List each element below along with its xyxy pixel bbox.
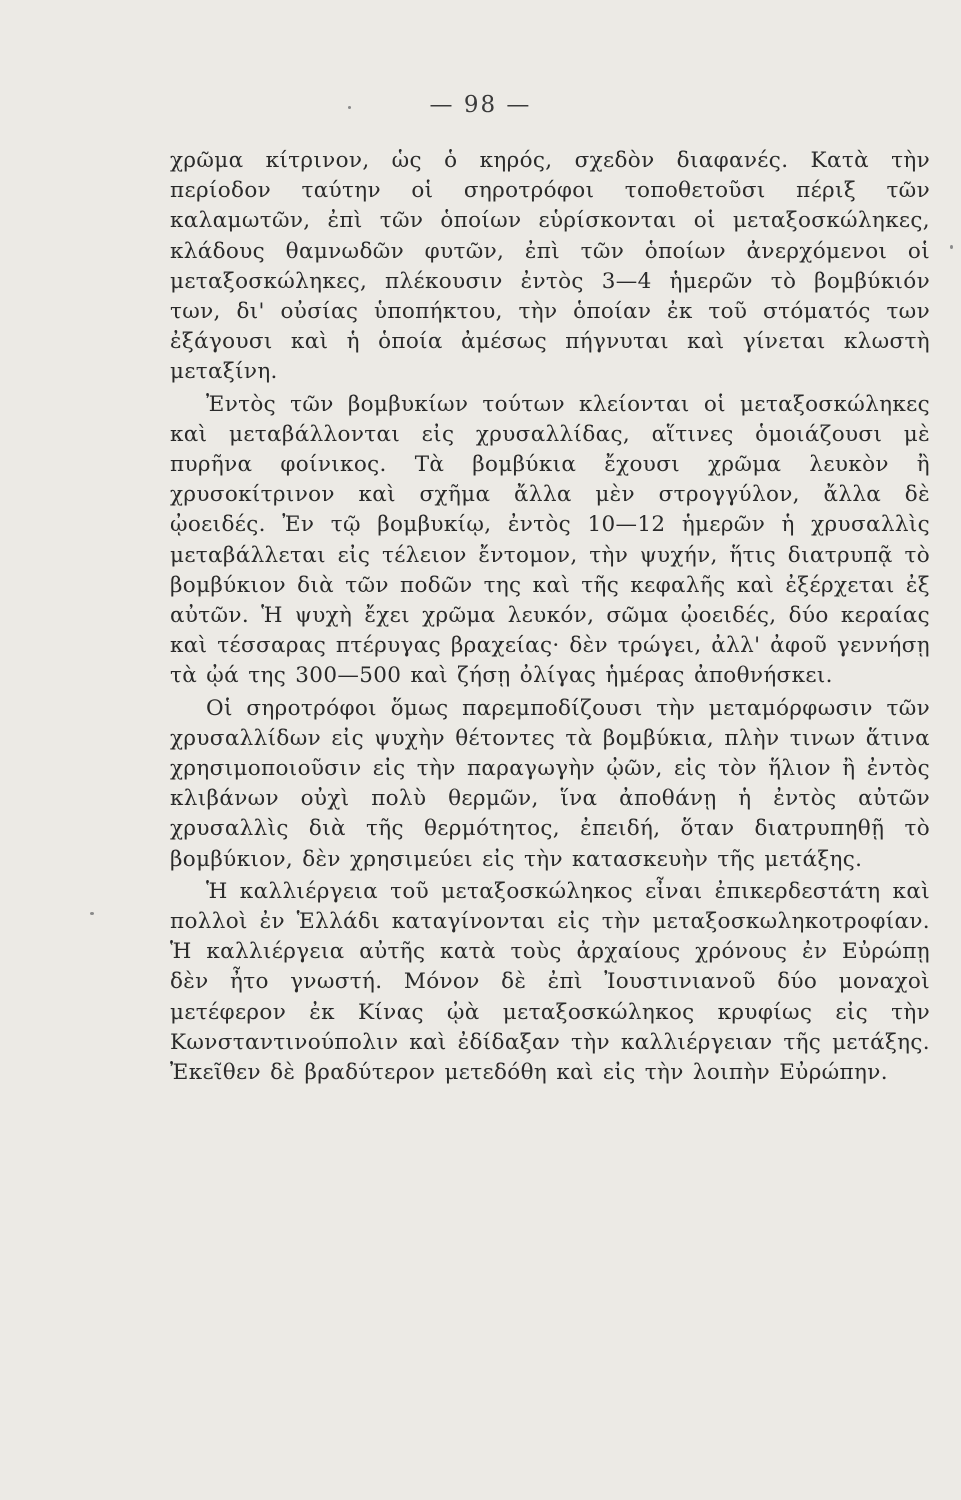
page-number: — 98 — — [429, 92, 532, 118]
body-text — [170, 146, 930, 1090]
paragraph-4: Ἡ καλλιέργεια τοῦ μεταξοσκώληκος εἶναι ἐπικερδεστάτη καὶ πολλοὶ ἐν Ἑλλάδι καταγίνονται εἰς τὴν μεταξοσκωληκοτροφίαν. Ἡ καλλιέργεια αὐτῆς κατὰ τοὺς ἀρχαίους χρόνους ἐν Εὐρώπῃ δὲν ἦτο γνωστή. Μόνον δὲ ἐπὶ Ἰουστινιανοῦ δύο μοναχοὶ μετέφερον ἐκ Κίνας ᾠὰ μεταξοσκώληκος κρυφίως εἰς τὴν Κωνσταντινούπολιν καὶ ἐδίδαξαν τὴν καλλιέργειαν τῆς μετάξης. Ἐκεῖθεν δὲ βραδύτερον μετεδόθη καὶ εἰς τὴν λοιπὴν Εὐρώπην. — [170, 878, 930, 1086]
paragraph-2: Ἐντὸς τῶν βομβυκίων τούτων κλείονται οἱ μεταξοσκώληκες καὶ μεταβάλλονται εἰς χρυσαλλίδας, αἵτινες ὁμοιάζουσι μὲ πυρῆνα φοίνικος. Τὰ βομβύκια ἔχουσι χρῶμα λευκὸν ἢ χρυσοκίτρινον καὶ σχῆμα ἄλλα μὲν στρογγύλον, ἄλλα δὲ ᾠοειδές. Ἐν τῷ βομβυκίῳ, ἐντὸς 10—12 ἡμερῶν ἡ χρυσαλλὶς μεταβάλλεται εἰς τέλειον ἔντομον, τὴν ψυχήν, ἥτις διατρυπᾷ τὸ βομβύκιον διὰ τῶν ποδῶν της καὶ τῆς κεφαλῆς καὶ ἐξέρχεται ἐξ αὐτῶν. Ἡ ψυχὴ ἔχει χρῶμα λευκόν, σῶμα ᾠοειδές, δύο κεραίας καὶ τέσσαρας πτέρυγας βραχείας· δὲν τρώγει, ἀλλ' ἀφοῦ γεννήσῃ τὰ ᾠά της 300—500 καὶ ζήσῃ ὀλίγας ἡμέρας ἀποθνήσκει. — [170, 391, 930, 689]
scan-speck — [950, 245, 953, 249]
paragraph-1: χρῶμα κίτρινον, ὡς ὁ κηρός, σχεδὸν διαφανές. Κατὰ τὴν περίοδον ταύτην οἱ σηροτρόφοι τοποθετοῦσι πέριξ τῶν καλαμωτῶν, ἐπὶ τῶν ὁποίων εὑρίσκονται οἱ μεταξοσκώληκες, κλάδους θαμνωδῶν φυτῶν, ἐπὶ τῶν ὁποίων ἀνερχόμενοι οἱ μεταξοσκώληκες, πλέκουσιν ἐντὸς 3—4 ἡμερῶν τὸ βομβύκιόν των, δι' οὐσίας ὑποπήκτου, τὴν ὁποίαν ἐκ τοῦ στόματός των ἐξάγουσι καὶ ἡ ὁποία ἀμέσως πήγνυται καὶ γίνεται κλωστὴ μεταξίνη. — [170, 148, 930, 385]
scan-speck — [90, 912, 94, 915]
scan-speck — [348, 106, 351, 109]
paragraph-3: Οἱ σηροτρόφοι ὅμως παρεμποδίζουσι τὴν μεταμόρφωσιν τῶν χρυσαλλίδων εἰς ψυχὴν θέτοντες τὰ βομβύκια, πλὴν τινων ἅτινα χρησιμοποιοῦσιν εἰς τὴν παραγωγὴν ᾠῶν, εἰς τὸν ἥλιον ἢ ἐντὸς κλιβάνων οὐχὶ πολὺ θερμῶν, ἵνα ἀποθάνῃ ἡ ἐντὸς αὐτῶν χρυσαλλὶς διὰ τῆς θερμότητος, ἐπειδή, ὅταν διατρυπηθῇ τὸ βομβύκιον, δὲν χρησιμεύει εἰς τὴν κατασκευὴν τῆς μετάξης. — [170, 695, 930, 872]
